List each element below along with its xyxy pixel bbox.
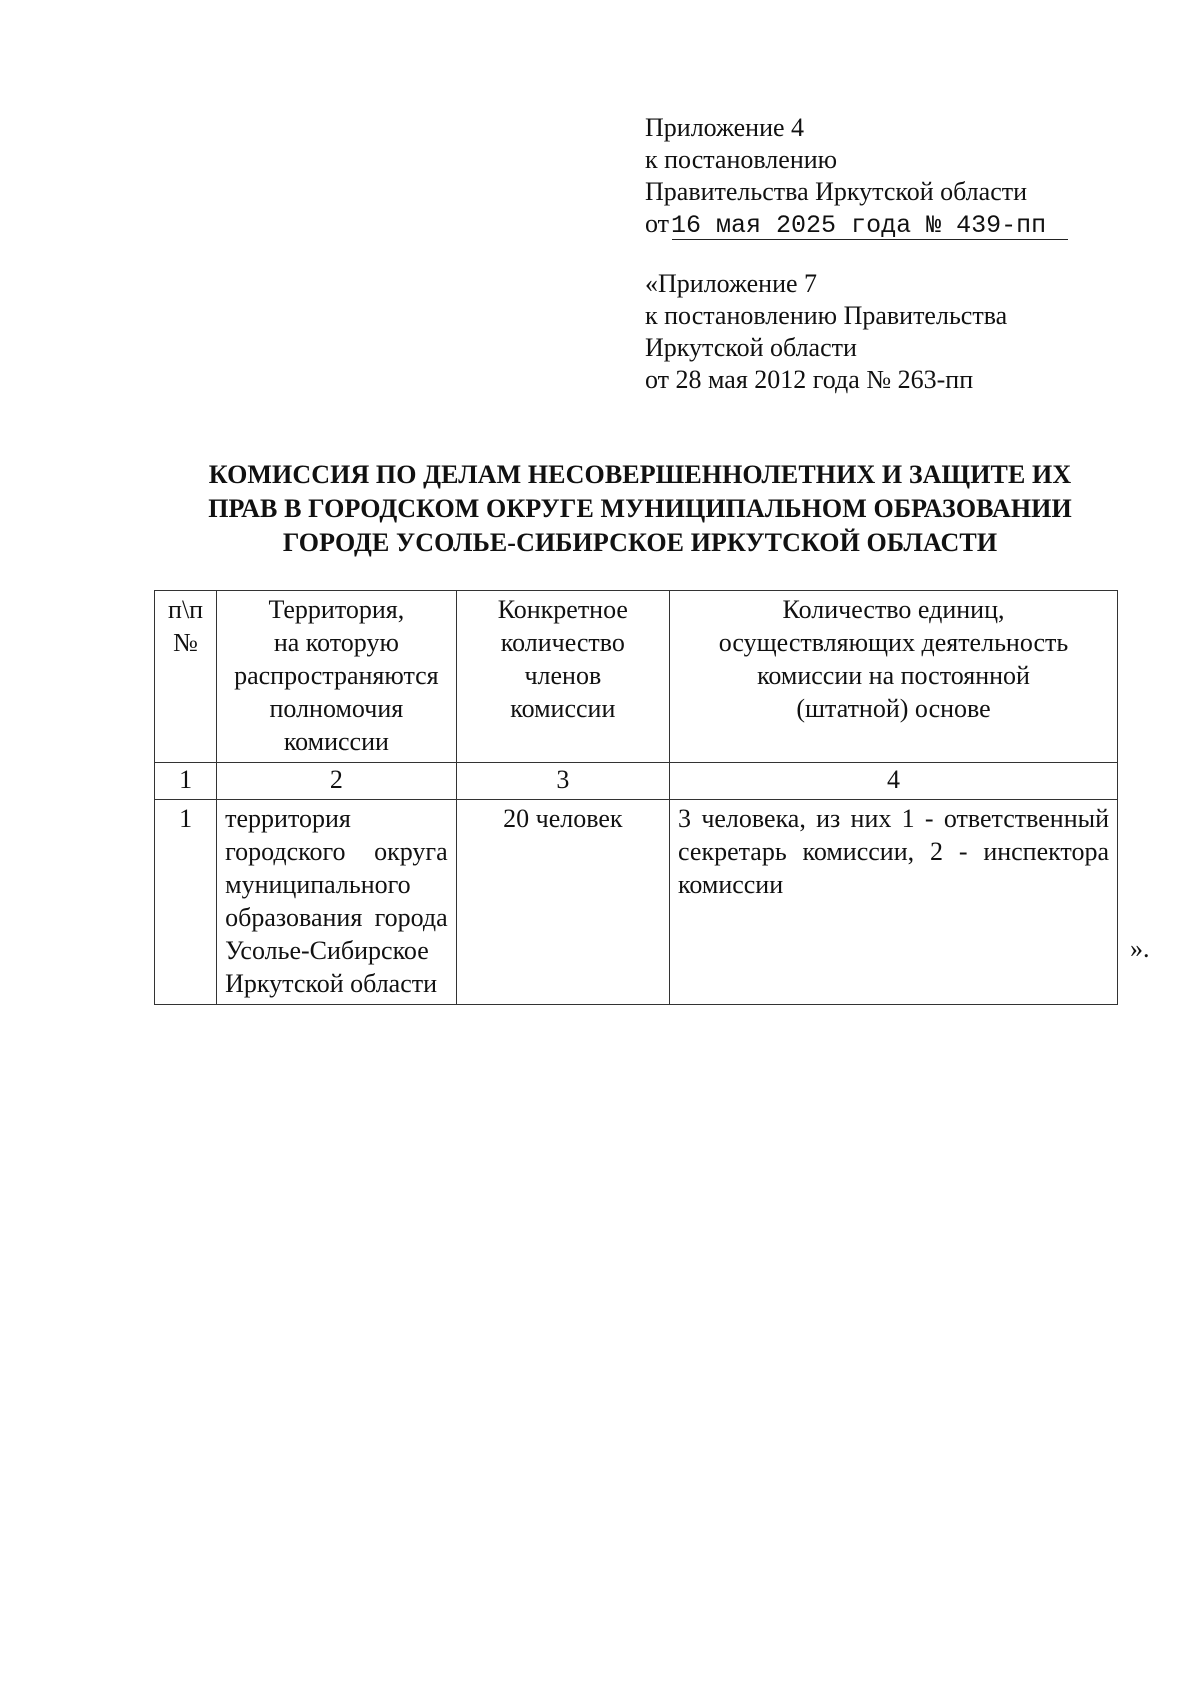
header-text: Территория, bbox=[268, 595, 405, 624]
column-number: 1 bbox=[155, 763, 217, 800]
quoted-appendix-header bbox=[645, 268, 1007, 396]
column-number-row bbox=[155, 763, 1118, 800]
table-row bbox=[155, 800, 1118, 1005]
row-members: 20 человек bbox=[456, 800, 669, 1005]
header-cell-number bbox=[155, 591, 217, 763]
title-line: ПРАВ В ГОРОДСКОМ ОКРУГЕ МУНИЦИПАЛЬНОМ ОБРАЗОВАНИИ bbox=[208, 494, 1072, 523]
appendix-line: Правительства Иркутской области bbox=[645, 177, 1028, 206]
quoted-appendix-line: от 28 мая 2012 года № 263-пп bbox=[645, 365, 974, 394]
closing-quote-mark: ». bbox=[1130, 934, 1150, 963]
table-header-row bbox=[155, 591, 1118, 763]
column-number: 3 bbox=[456, 763, 669, 800]
header-cell-staff bbox=[670, 591, 1118, 763]
header-text: членов bbox=[524, 661, 602, 690]
row-territory: территория городского округа муниципального образования города Усолье-Сибирское Иркутской области bbox=[217, 800, 456, 1005]
column-number: 2 bbox=[217, 763, 456, 800]
appendix-header bbox=[645, 112, 1046, 242]
header-text: № bbox=[173, 628, 198, 657]
date-prefix: от bbox=[645, 209, 670, 238]
title-line: КОМИССИЯ ПО ДЕЛАМ НЕСОВЕРШЕННОЛЕТНИХ И ЗАЩИТЕ ИХ bbox=[208, 460, 1072, 489]
quoted-appendix-line: к постановлению Правительства bbox=[645, 301, 1008, 330]
quoted-appendix-line: «Приложение 7 bbox=[645, 269, 818, 298]
date-underline bbox=[672, 239, 1068, 240]
quoted-appendix-line: Иркутской области bbox=[645, 333, 857, 362]
header-text: комиссии на постоянной bbox=[757, 661, 1030, 690]
header-text: Конкретное bbox=[497, 595, 628, 624]
title-line: ГОРОДЕ УСОЛЬЕ-СИБИРСКОЕ ИРКУТСКОЙ ОБЛАСТИ bbox=[282, 528, 998, 557]
header-text: количество bbox=[500, 628, 625, 657]
header-text: на которую bbox=[273, 628, 399, 657]
header-text: полномочия bbox=[269, 694, 404, 723]
header-text: Количество единиц, bbox=[782, 595, 1005, 624]
appendix-line: Приложение 4 bbox=[645, 113, 805, 142]
column-number: 4 bbox=[670, 763, 1118, 800]
header-text: распространяются bbox=[234, 661, 439, 690]
header-text: комиссии bbox=[283, 727, 389, 756]
appendix-line: к постановлению bbox=[645, 145, 838, 174]
commission-table bbox=[154, 590, 1118, 1005]
header-text: комиссии bbox=[510, 694, 616, 723]
row-number: 1 bbox=[155, 800, 217, 1005]
header-cell-territory bbox=[217, 591, 456, 763]
date-stamp: 16 мая 2025 года № 439-пп bbox=[671, 211, 1047, 240]
header-text: осуществляющих деятельность bbox=[718, 628, 1069, 657]
row-staff: 3 человека, из них 1 - ответственный секретарь комиссии, 2 - инспектора комиссии bbox=[670, 800, 1118, 1005]
appendix-date-line bbox=[645, 208, 1046, 242]
header-cell-members bbox=[456, 591, 669, 763]
document-title bbox=[160, 458, 1120, 560]
header-text: п\п bbox=[168, 595, 204, 624]
header-text: (штатной) основе bbox=[796, 694, 991, 723]
